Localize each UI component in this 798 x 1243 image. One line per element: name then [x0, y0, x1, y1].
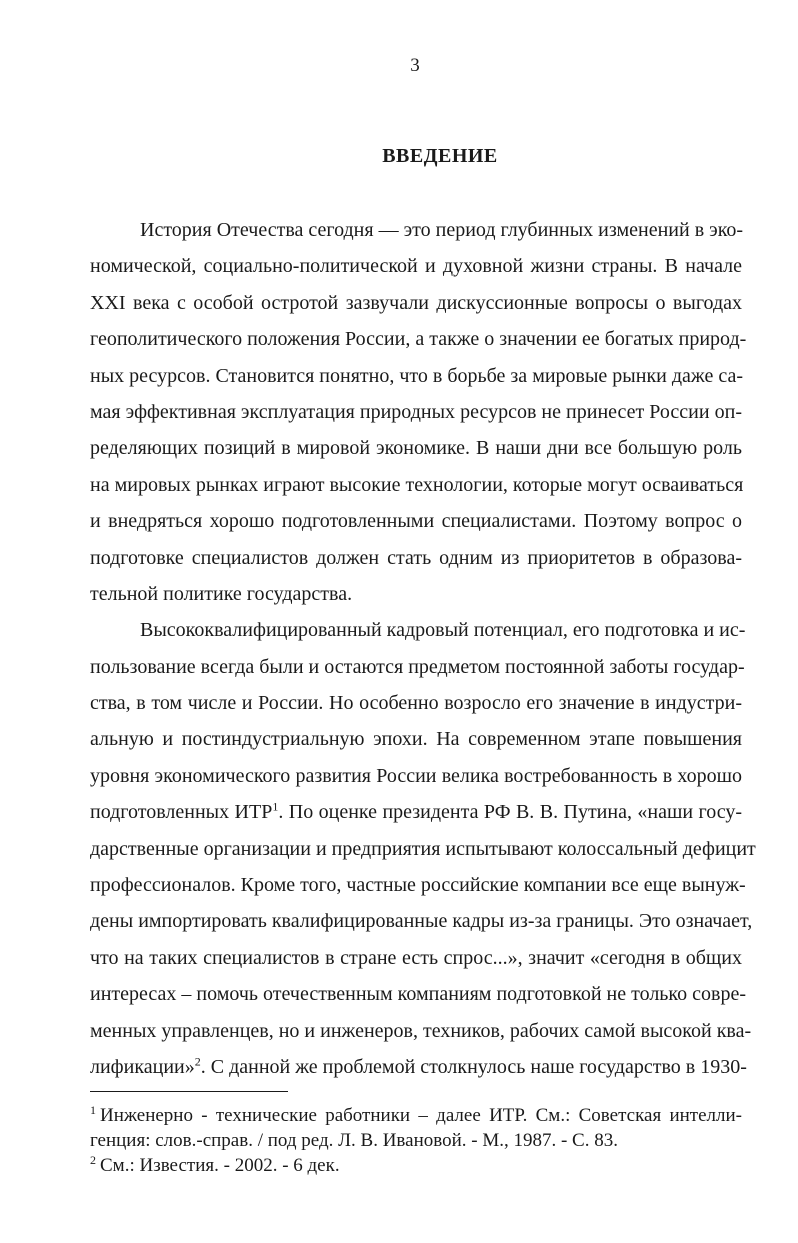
paragraph-1-line-1: История Отечества сегодня — это период глубинных изменений в эко-	[140, 219, 744, 241]
paragraph-2-line-4: альную и постиндустриальную эпохи. На современном этапе повышения	[90, 728, 742, 751]
footnote-2-line-1	[90, 1153, 742, 1178]
paragraph-1-line-3: XXI века с особой остротой зазвучали дискуссионные вопросы о выгодах	[90, 291, 742, 314]
paragraph-2-line-8: профессионалов. Кроме того, частные российские компании все еще вынуж-	[90, 874, 746, 897]
footnote-text: См.: Известия. - 2002. - 6 дек.	[100, 1155, 340, 1176]
paragraph-2-line-12: менных управленцев, но и инженеров, техников, рабочих самой высокой ква-	[90, 1019, 752, 1042]
paragraph-1-line-6: мая эффективная эксплуатация природных ресурсов не принесет России оп-	[90, 400, 742, 423]
paragraph-1-line-11: тельной политике государства.	[90, 582, 353, 605]
paragraph-2-line-7: дарственные организации и предприятия испытывают колоссальный дефицит	[90, 837, 756, 860]
paragraph-2-line-2: пользование всегда были и остаются предметом постоянной заботы государ-	[90, 655, 745, 678]
footnote-reference-1[interactable]: 1	[272, 799, 279, 814]
paragraph-2-line-3: ства, в том числе и России. Но особенно возросло его значение в индустри-	[90, 692, 742, 715]
footnote-mark-1: 1	[90, 1102, 96, 1117]
paragraph-1-line-2: номической, социально-политической и духовной жизни страны. В начале	[90, 255, 742, 278]
line-text: . С данной же проблемой столкнулось наше государство в 1930-	[200, 1055, 747, 1078]
body-text	[90, 212, 756, 1085]
paragraph-1-line-5: ных ресурсов. Становится понятно, что в борьбе за мировые рынки даже са-	[90, 364, 744, 387]
paragraph-2-line-9: дены импортировать квалифицированные кадры из-за границы. Это означает,	[90, 910, 753, 933]
paragraph-2-line-5: уровня экономического развития России велика востребованность в хорошо	[90, 764, 742, 787]
footnote-1-line-1	[90, 1103, 742, 1128]
line-text: подготовленных ИТР	[90, 801, 273, 824]
paragraph-2-line-10: что на таких специалистов в стране есть спрос...», значит «сегодня в общих	[90, 946, 742, 969]
paragraph-1-line-8: на мировых рынках играют высокие технологии, которые могут осваиваться	[90, 473, 744, 496]
footnotes	[90, 1103, 742, 1178]
line-text: . По оценке президента РФ В. В. Путина, «наши госу-	[278, 801, 742, 824]
page-number: 3	[410, 55, 420, 76]
footnote-text: Инженерно - технические работники – далее ИТР. См.: Советская интелли-	[100, 1105, 742, 1126]
footnote-separator	[90, 1091, 288, 1092]
footnote-reference-2[interactable]: 2	[194, 1054, 201, 1069]
paragraph-1-line-10: подготовке специалистов должен стать одним из приоритетов в образова-	[90, 546, 742, 569]
paragraph-1-line-7: ределяющих позиций в мировой экономике. В наши дни все большую роль	[90, 437, 742, 460]
page-title: ВВЕДЕНИЕ	[382, 145, 498, 167]
paragraph-2-line-1: Высококвалифицированный кадровый потенциал, его подготовка и ис-	[140, 619, 746, 642]
paragraph-2-line-11: интересах – помочь отечественным компаниям подготовкой не только совре-	[90, 983, 746, 1006]
paragraph-2-line-6	[90, 794, 742, 830]
footnote-mark-2: 2	[90, 1152, 96, 1167]
paragraph-1-line-4: геополитического положения России, а также о значении ее богатых природ-	[90, 328, 747, 351]
paragraph-1-line-9: и внедряться хорошо подготовленными специалистами. Поэтому вопрос о	[90, 510, 742, 533]
footnote-1-line-2: генция: слов.-справ. / под ред. Л. В. Ивановой. - М., 1987. - С. 83.	[90, 1130, 618, 1151]
line-text: лификации»	[90, 1055, 195, 1078]
paragraph-2-line-13	[90, 1049, 747, 1085]
